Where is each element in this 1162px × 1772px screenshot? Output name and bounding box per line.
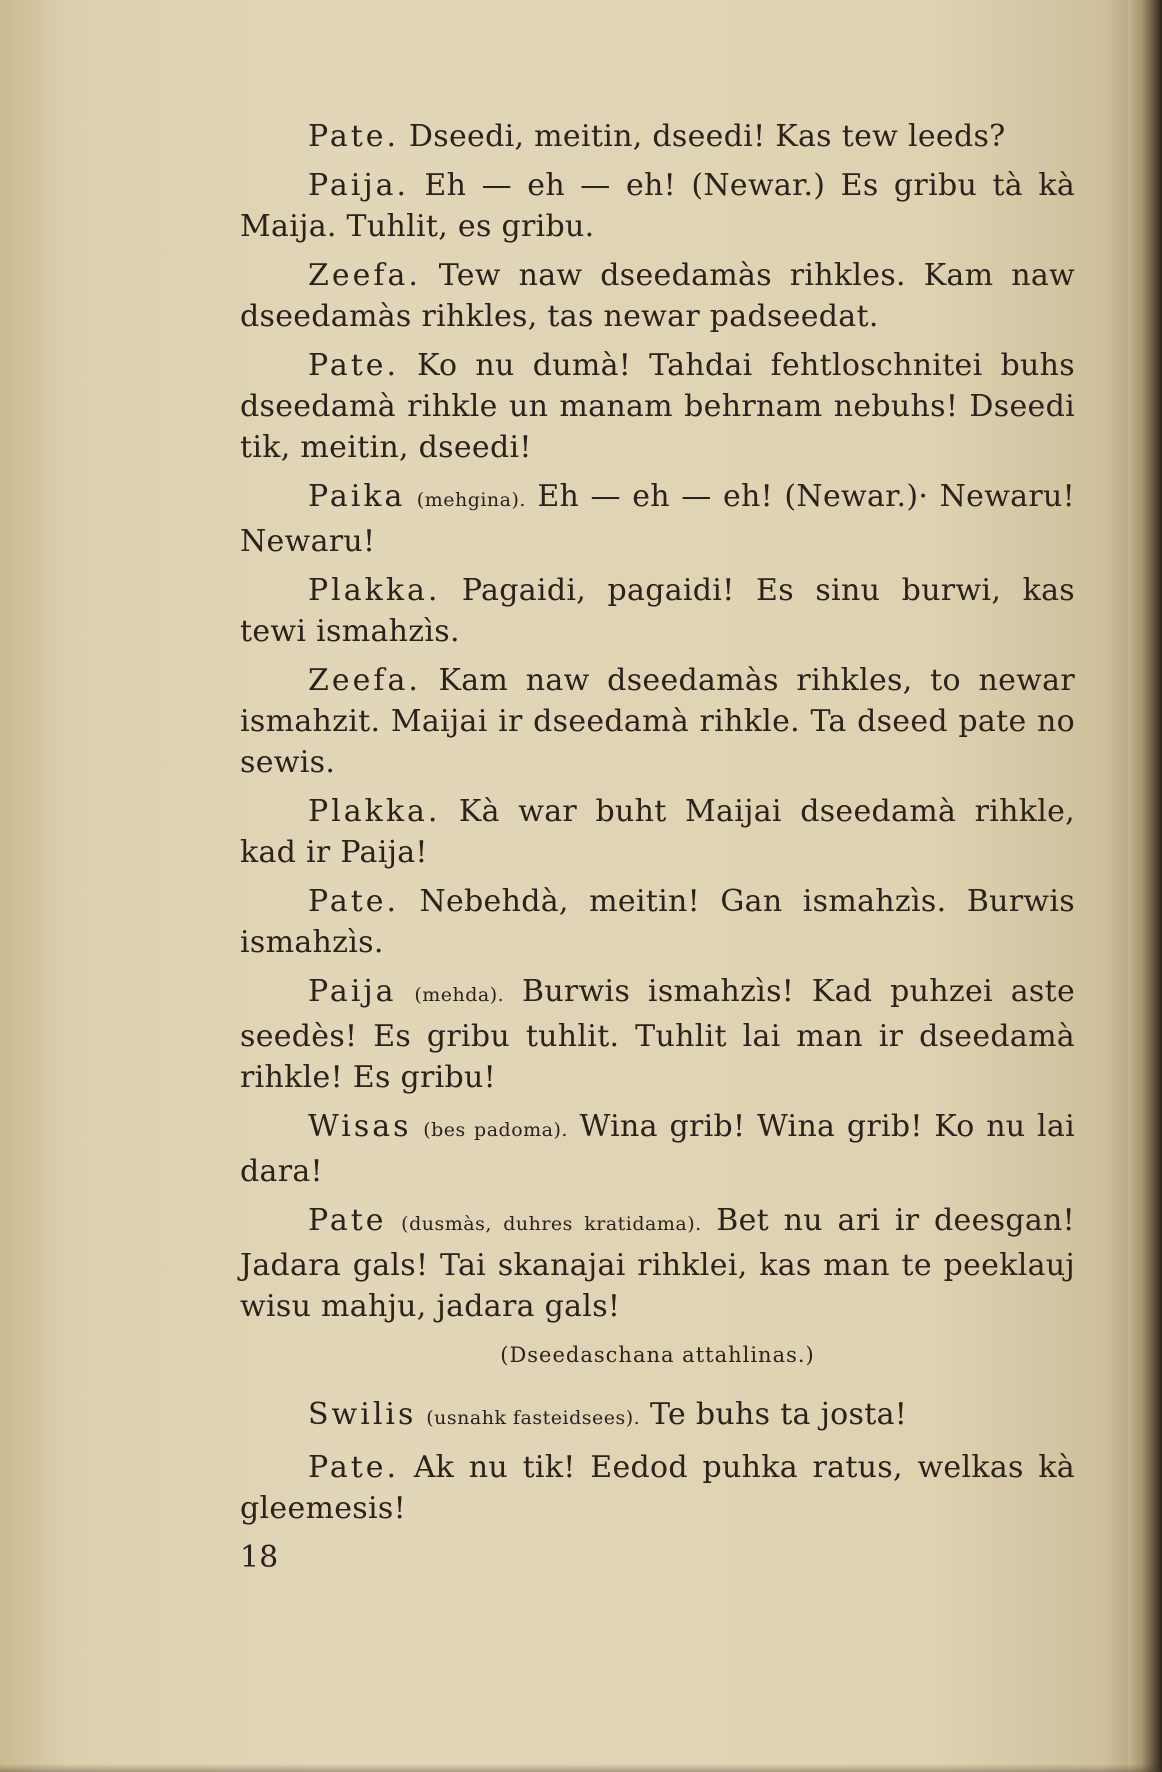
dialogue-text: Burwis ismahzìs! Kad puhzei aste seedès! Es gribu tuhlit. Tuhlit lai man ir dseedamà rihkle! Es gribu! — [240, 974, 1075, 1095]
speaker-name: Swilis — [308, 1397, 417, 1432]
dialogue-paragraph — [240, 345, 1075, 468]
dialogue-paragraph — [240, 1447, 1075, 1529]
dialogue-text: Eh — eh — eh! (Newar.)· Newaru! Newaru! — [240, 479, 1075, 559]
speaker-name: Pate. — [308, 1450, 400, 1485]
page-binding-edge — [1128, 0, 1162, 1772]
dialogue-paragraph — [240, 476, 1075, 562]
speaker-name: Plakka. — [308, 794, 441, 829]
dialogue-paragraph — [240, 660, 1075, 783]
speaker-name: Wisas — [308, 1109, 412, 1144]
dialogue-paragraph — [240, 1200, 1075, 1327]
dialogue-paragraph — [240, 165, 1075, 247]
dialogue-text: Te buhs ta josta! — [650, 1397, 908, 1432]
page-bottom-shadow — [0, 1764, 1162, 1772]
centered-stage-direction: (Dseedaschana attahlinas.) — [500, 1343, 815, 1367]
stage-direction: (dusmàs, duhres kratidama). — [401, 1213, 702, 1235]
speaker-name: Zeefa. — [308, 663, 421, 698]
dialogue-paragraph — [240, 971, 1075, 1098]
dialogue-paragraph — [240, 1106, 1075, 1192]
stage-direction: (bes padoma). — [423, 1119, 568, 1141]
speaker-name: Paika — [308, 479, 406, 514]
dialogue-paragraph — [240, 570, 1075, 652]
page-text — [240, 116, 1075, 1537]
dialogue-text: Kà war buht Maijai dseedamà rihkle, kad ir Paija! — [240, 794, 1075, 870]
dialogue-text: Nebehdà, meitin! Gan ismahzìs. Burwis ismahzìs. — [240, 884, 1075, 960]
stage-direction: (mehda). — [414, 984, 505, 1006]
dialogue-text: Bet nu ari ir deesgan! Jadara gals! Tai skanajai rihklei, kas man te peeklauj wisu mahju, jadara gals! — [240, 1203, 1075, 1324]
dialogue-text: Dseedi, meitin, dseedi! Kas tew leeds? — [408, 119, 1006, 154]
speaker-name: Pate. — [308, 119, 400, 154]
dialogue-text: Tew naw dseedamàs rihkles. Kam naw dseedamàs rihkles, tas newar padseedat. — [240, 258, 1075, 334]
dialogue-text: Ak nu tik! Eedod puhka ratus, welkas kà gleemesis! — [240, 1450, 1075, 1526]
dialogue-text: Pagaidi, pagaidi! Es sinu burwi, kas tewi ismahzìs. — [240, 573, 1075, 649]
speaker-name: Paija — [308, 974, 397, 1009]
dialogue-paragraph — [240, 116, 1075, 157]
dialogue-text: Eh — eh — eh! (Newar.) Es gribu tà kà Maija. Tuhlit, es gribu. — [240, 168, 1076, 244]
stage-direction: (usnahk fasteidsees). — [426, 1407, 641, 1429]
dialogue-paragraph — [240, 1394, 1075, 1439]
stage-direction: (mehgina). — [416, 489, 526, 511]
speaker-name: Paija. — [308, 168, 410, 203]
dialogue-paragraph — [240, 255, 1075, 337]
speaker-name: Zeefa. — [308, 258, 421, 293]
speaker-name: Pate — [308, 1203, 387, 1238]
dialogue-paragraph — [240, 881, 1075, 963]
dialogue-text: Ko nu dumà! Tahdai fehtloschnitei buhs dseedamà rihkle un manam behrnam nebuhs! Dseedi tik, meitin, dseedi! — [240, 348, 1075, 465]
speaker-name: Pate. — [308, 884, 400, 919]
dialogue-text: Kam naw dseedamàs rihkles, to newar ismahzit. Maijai ir dseedamà rihkle. Ta dseed pate no sewis. — [240, 663, 1075, 780]
speaker-name: Pate. — [308, 348, 400, 383]
speaker-name: Plakka. — [308, 573, 441, 608]
page-number: 18 — [240, 1540, 279, 1575]
dialogue-text: Wina grib! Wina grib! Ko nu lai dara! — [240, 1109, 1075, 1189]
dialogue-paragraph — [240, 791, 1075, 873]
